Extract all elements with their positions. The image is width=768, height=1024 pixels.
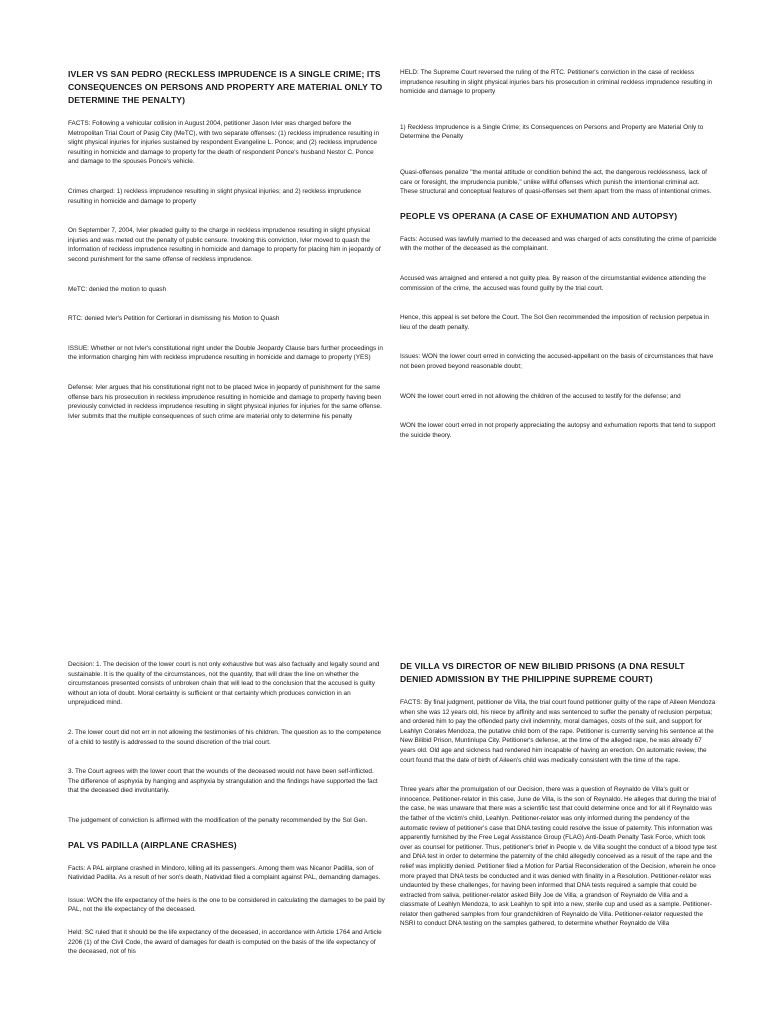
column-held-and-operana bbox=[400, 68, 718, 588]
pal-issue: Issue: WON the life expectancy of the heirs is the one to be considered in calculating the damages to be paid by PAL, not the life expectancy of the deceased. bbox=[68, 896, 385, 914]
case-title-ivler: IVLER VS SAN PEDRO (RECKLESS IMPRUDENCE IS A SINGLE CRIME; ITS CONSEQUENCES ON PERSONS AND PROPERTY ARE MATERIAL ONLY TO DETERMINE THE PENALTY) bbox=[68, 69, 383, 105]
ivler-defense: Defense: Ivler argues that his constitutional right not to be placed twice in jeopardy of punishment for the same offense bars his prosecution in reckless imprudence resulting in homicide and damage to property having been previously convicted in reckless imprudence resulting in slight physical injuries for injuries for the same offense. Ivler submits that the multiple consequences of such crime are material only to determine his penalty bbox=[68, 383, 382, 420]
operana-arraignment: Accused was arraigned and entered a not guilty plea. By reason of the circumstantial evidence attending the commission of the crime, the accused was found guilty by the trial court. bbox=[400, 274, 706, 292]
de-villa-facts: FACTS: By final judgment, petitioner de Villa, the trial court found petitioner guilty of the rape of Aileen Mendoza when she was 12 years old, his niece by affinity and was sentenced to suffer the penalty of reclusion perpetua; and ordered him to pay the offended party civil indemnity, moral damages, costs of the suit, and support for Leahlyn Corales Mendoza, the putative child born of the rape. Petitioner is currently serving his sentence at the New Bilibid Prison, Muntinlupa City. Petitioner's defense, at the time of the alleged rape, he was already 67 years old. Old age and sickness had rendered him incapable of having an erection. On automatic review, the court found that the date of birth of Aileen's child was medically consistent with the time of the rape. bbox=[400, 699, 716, 764]
pal-held: Held: SC ruled that it should be the life expectancy of the deceased, in accordance with Article 1764 and Article 2206 (1) of the Civil Code, the award of damages for death is computed on the basis of the life expectancy of the deceased, not of his bbox=[68, 928, 382, 956]
operana-decision-2: 2. The lower court did not err in not allowing the testimonies of his children. The question as to the competence of a child to testify is addressed to the sound discretion of the trial court. bbox=[68, 728, 382, 746]
de-villa-three-years: Three years after the promulgation of our Decision, there was a question of Reynaldo de Villa's guilt or innocence. Petitioner-relator in this case, June de Villa, is the son of Reynaldo. He alleges that during the trial of the case, he was unaware that there was a scientific test that could determine once and for all if Reynaldo was the father of the victim's child, Leahlyn. Petitioner-relator was only informed during the pendency of the automatic review of petitioner's case that DNA testing could resolve the issue of paternity. This information was apparently furnished by the Free Legal Assistance Group (FLAG) Anti-Death Penalty Task Force, which took over as counsel for petitioner. Thus, petitioner's brief in People v. de Villa sought the conduct of a blood type test and DNA test in order to determine the paternity of the child allegedly conceived as a result of the rape and the relief was implicitly denied. Petitioner filed a Motion for Partial Reconsideration of the Decision, wherein he once more prayed that DNA tests be conducted and it was denied with finality in a Resolution. Petitioner-relator was undaunted by these challenges, for having been informed that DNA tests required a sample that could be extracted from saliva, petitioner-relator asked Billy Joe de Villa, a grandson of Reynaldo de Villa and a classmate of Leahlyn Mendoza, to ask Leahlyn to spit into a new, sterile cup and used as a sample. Petitioner-relator then gathered samples from four grandchildren of Reynaldo de Villa. Petitioner-relator requested the NSRI to conduct DNA testing on the samples gathered, to determine whether Reynaldo de Villa bbox=[400, 786, 717, 928]
ivler-metc: MeTC: denied the motion to quash bbox=[68, 285, 167, 293]
ivler-point-1: 1) Reckless Imprudence is a Single Crime; its Consequences on Persons and Property are Material Only to Determine the Penalty bbox=[400, 123, 704, 141]
operana-issue-1: Issues: WON the lower court erred in convicting the accused-appellant on the basis of circumstances that have not been proved beyond reasonable doubt; bbox=[400, 353, 714, 370]
operana-decision-3: 3. The Court agrees with the lower court that the wounds of the deceased would not have been self-inflicted. The difference of asphyxia by hanging and asphyxia by strangulation and the findings have supported the fact that the deceased died involuntarily. bbox=[68, 768, 378, 795]
column-decision-and-pal bbox=[68, 660, 386, 1024]
ivler-facts: FACTS: Following a vehicular collision in August 2004, petitioner Jason Ivler was charged before the Metropolitan Trial Court of Pasig City (MeTC), with two separate offenses: (1) reckless imprudence resulting in slight physical injuries for injuries sustained by respondent Evangeline L. Ponce; and (2) reckless imprudence resulting in homicide and damage to property for the death of respondent Ponce's husband Nestor C. Ponce and damage to the spouses Ponce's vehicle. bbox=[68, 120, 380, 166]
operana-decision-1: Decision: 1. The decision of the lower court is not only exhaustive but was also factually and legally sound and sustainable. It is the quality of the circumstances, not the quantity, that will draw the line on whether the circumstances presented consists of unbroken chain that will lead to the conclusion that the accused is guilty without an iota of doubt. Moral certainty is sufficient or that certainty which produces conviction in an unprejudiced mind. bbox=[68, 661, 380, 707]
column-de-villa bbox=[400, 660, 718, 1024]
ivler-held: HELD: The Supreme Court reversed the ruling of the RTC. Petitioner's conviction in the case of reckless imprudence resulting in slight physical injuries bars his prosecution in criminal reckless imprudence resulting in homicide and damage to property bbox=[400, 69, 713, 96]
pal-facts: Facts: A PAL airplane crashed in Mindoro, killing all its passengers. Among them was Nicanor Padilla, son of Natividad Padilla. As a result of her son's death, Natividad filed a complaint against PAL, demanding damages. bbox=[68, 864, 381, 882]
operana-issue-2: WON the lower court erred in not allowing the children of the accused to testify for the defense; and bbox=[400, 392, 681, 400]
ivler-crimes-charged: Crimes charged: 1) reckless imprudence resulting in slight physical injuries; and 2) reckless imprudence resulting in homicide and damage to property bbox=[68, 187, 362, 205]
case-title-de-villa: DE VILLA VS DIRECTOR OF NEW BILIBID PRISONS (A DNA RESULT DENIED ADMISSION BY THE PHILIPPINE SUPREME COURT) bbox=[400, 661, 685, 684]
operana-judgement: The judgement of conviction is affirmed with the modification of the penalty recommended by the Sol Gen. bbox=[68, 816, 368, 824]
ivler-plea: On September 7, 2004, Ivler pleaded guilty to the charge in reckless imprudence resulting in slight physical injuries and was meted out the penalty of public censure. Invoking this conviction, Ivler moved to quash the Information of reckless imprudence resulting in homicide and damage to property for placing him in jeopardy of second punishment for the same offense of reckless imprudence. bbox=[68, 227, 381, 263]
quasi-offenses: Quasi-offenses penalize "the mental attitude or condition behind the act, the dangerous recklessness, lack of care or foresight, the imprudencia punible," unlike willful offenses which punish the intentional criminal act. These structural and conceptual features of quasi-offenses set them apart from the mass of intentional crimes. bbox=[400, 168, 712, 196]
operana-facts: Facts: Accused was lawfully married to the deceased and was charged of acts constituting the crime of parricide with the mother of the deceased as the complainant. bbox=[400, 235, 717, 253]
column-ivler-vs-san-pedro bbox=[68, 68, 386, 588]
operana-issue-3: WON the lower court erred in not properly appreciating the autopsy and exhumation reports that tend to support the suicide theory. bbox=[400, 422, 716, 439]
case-title-operana: PEOPLE VS OPERANA (A CASE OF EXHUMATION AND AUTOPSY) bbox=[400, 210, 678, 221]
ivler-issue: ISSUE: Whether or not Ivler's constitutional right under the Double Jeopardy Clause bars further proceedings in the information charging him with reckless imprudence resulting in homicide and damage to property (YES) bbox=[68, 344, 383, 362]
operana-appeal: Hence, this appeal is set before the Court. The Sol Gen recommended the imposition of reclusion perpetua in lieu of the death penalty. bbox=[400, 314, 709, 331]
case-title-pal: PAL VS PADILLA (AIRPLANE CRASHES) bbox=[68, 839, 237, 850]
ivler-rtc: RTC: denied Ivler's Petition for Certiorari in dismissing his Motion to Quash bbox=[68, 315, 280, 323]
